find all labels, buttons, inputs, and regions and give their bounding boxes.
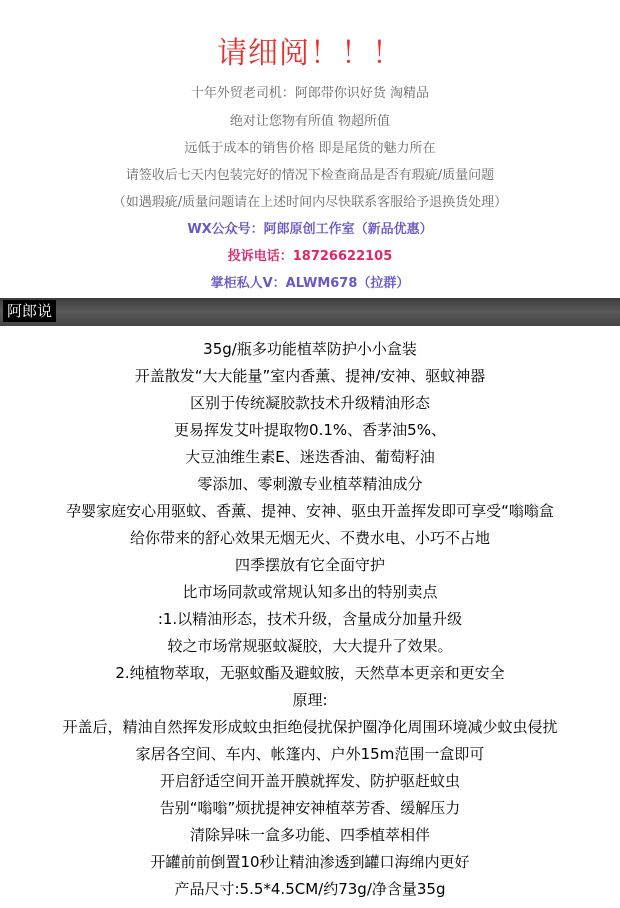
complaint-phone: 投诉电话：18726622105: [227, 249, 393, 264]
page-title: 请细阅！！！: [217, 36, 403, 71]
notice-line-2: 绝对让您物有所值 物超所值: [229, 114, 391, 129]
desc-line: 区别于传统凝胶款技术升级精油形态: [189, 394, 430, 412]
section-bar: [0, 298, 620, 326]
desc-line: 产品尺寸:5.5*4.5CM/约73g/净含量35g: [174, 880, 446, 898]
desc-line: 开罐前前倒置10秒让精油渗透到罐口海绵内更好: [150, 853, 470, 871]
desc-line: 35g/瓶多功能植萃防护小小盒装: [203, 340, 417, 358]
wechat-account: WX公众号：阿郎原创工作室（新品优惠）: [187, 222, 433, 237]
desc-line: 较之市场常规驱蚊凝胶，大大提升了效果。: [167, 637, 453, 655]
desc-line: 四季摆放有它全面守护: [234, 556, 385, 574]
notice-line-5: （如遇瑕疵/质量问题请在上述时间内尽快联系客服给予退换货处理）: [112, 195, 508, 210]
notice-line-4: 请签收后七天内包装完好的情况下检查商品是否有瑕疵/质量问题: [125, 168, 495, 183]
desc-line: 开启舒适空间开盖开膜就挥发、防护驱赶蚊虫: [159, 772, 460, 790]
desc-line: 零添加、零刺激专业植萃精油成分: [197, 475, 423, 493]
notice-line-1: 十年外贸老司机：阿郎带你识好货 淘精品: [190, 86, 430, 101]
desc-line: 开盖散发“大大能量”室内香薰、提神/安神、驱蚊神器: [134, 367, 486, 385]
product-description: [0, 336, 620, 903]
desc-line: 告别“嗡嗡”烦扰提神安神植萃芳香、缓解压力: [159, 799, 461, 817]
desc-line: 清除异味一盒多功能、四季植萃相伴: [189, 826, 430, 844]
notice-line-3: 远低于成本的销售价格 即是尾货的魅力所在: [184, 141, 436, 156]
desc-line: 更易挥发艾叶提取物0.1%、香茅油5%、: [174, 421, 446, 439]
desc-line: :1.以精油形态，技术升级，含量成分加量升级: [157, 610, 463, 628]
shopkeeper-contact: 掌柜私人V：ALWM678（拉群）: [210, 276, 410, 291]
desc-line: 家居各空间、车内、帐篷内、户外15m范围一盒即可: [135, 745, 485, 763]
desc-line: 比市场同款或常规认知多出的特别卖点: [182, 583, 438, 601]
desc-line: 2.纯植物萃取，无驱蚊酯及避蚊胺，天然草本更亲和更安全: [115, 664, 505, 682]
section-label: 阿郎说: [3, 300, 56, 322]
desc-line: 大豆油维生素E、迷迭香油、葡萄籽油: [185, 448, 435, 466]
desc-line: 开盖后，精油自然挥发形成蚊虫拒绝侵扰保护圈净化周围环境减少蚊虫侵扰: [62, 718, 558, 736]
desc-line: 给你带来的舒心效果无烟无火、不费水电、小巧不占地: [129, 529, 490, 547]
desc-line: 孕婴家庭安心用驱蚊、香薰、提神、安神、驱虫开盖挥发即可享受“嗡嗡盒: [66, 502, 554, 520]
desc-line: 原理:: [292, 691, 328, 709]
notice-header: [0, 0, 620, 296]
